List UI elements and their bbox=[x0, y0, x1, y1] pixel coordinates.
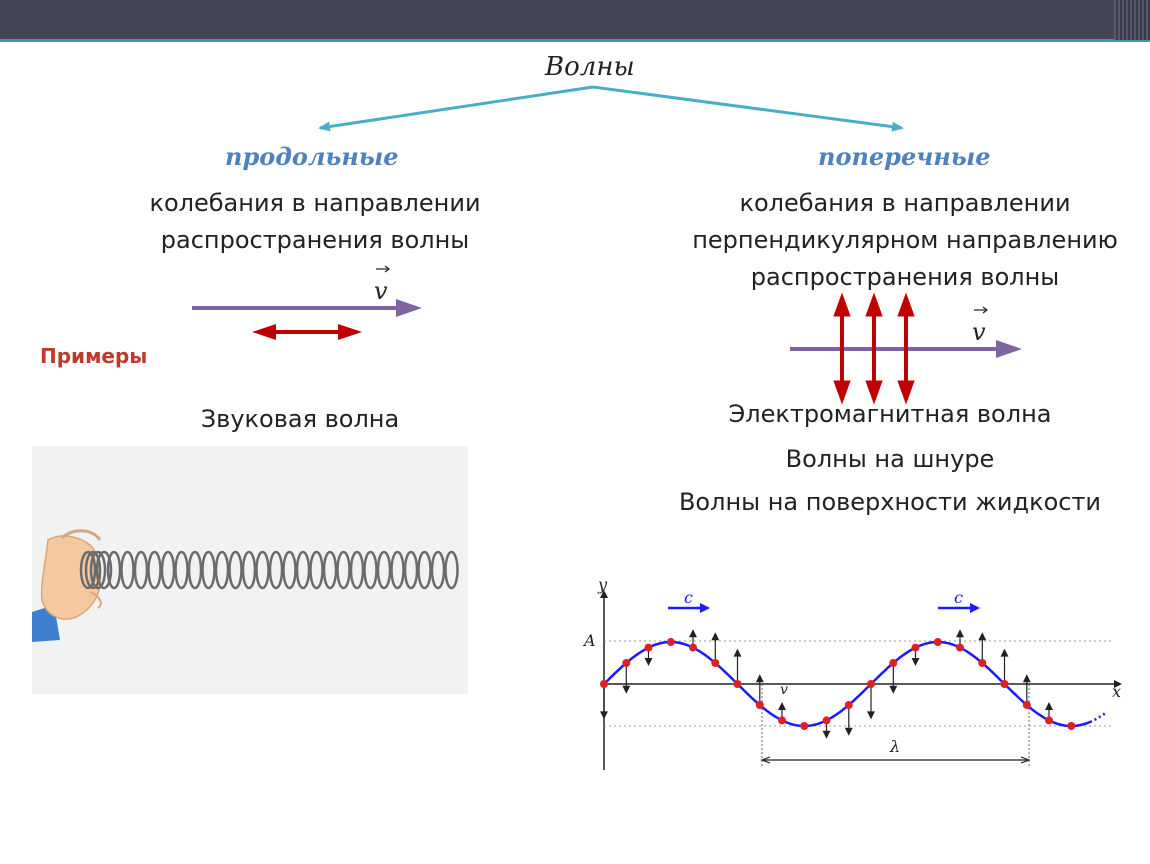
particle-point bbox=[1001, 680, 1009, 688]
particle-velocity-arrowhead bbox=[824, 731, 830, 737]
particle-point bbox=[1023, 701, 1031, 709]
particle-velocity-arrowhead bbox=[957, 631, 963, 637]
particle-point bbox=[622, 659, 630, 667]
particle-point bbox=[600, 680, 608, 688]
particle-velocity-arrowhead bbox=[712, 634, 718, 640]
particle-point bbox=[1067, 722, 1075, 730]
particle-velocity-arrowhead bbox=[623, 686, 629, 692]
particle-point bbox=[711, 659, 719, 667]
particle-velocity-arrowhead bbox=[979, 634, 985, 640]
example-rope-wave: Волны на шнуре bbox=[785, 445, 995, 473]
transverse-velocity-label: v bbox=[972, 318, 986, 346]
particle-point bbox=[778, 716, 786, 724]
particle-velocity-arrowhead bbox=[1046, 703, 1052, 709]
wavelength-label: λ bbox=[890, 737, 901, 756]
y-axis-label: y bbox=[598, 575, 608, 594]
particle-point bbox=[934, 638, 942, 646]
diagram-title: Волны bbox=[545, 52, 635, 82]
particle-velocity-arrowhead bbox=[890, 686, 896, 692]
speed-label-2: c bbox=[954, 588, 963, 607]
longitudinal-title: продольные bbox=[225, 142, 399, 171]
particle-velocity-arrowhead bbox=[1002, 650, 1008, 656]
amplitude-label: A bbox=[584, 631, 596, 650]
transverse-title: поперечные bbox=[818, 142, 991, 171]
particle-point bbox=[978, 659, 986, 667]
transverse-desc-line-1: колебания в направлении bbox=[739, 189, 1071, 217]
particle-velocity-arrowhead bbox=[846, 728, 852, 734]
particle-point bbox=[845, 701, 853, 709]
particle-point bbox=[756, 701, 764, 709]
example-sound-wave: Звуковая волна bbox=[200, 405, 400, 433]
particle-point bbox=[867, 680, 875, 688]
particle-point bbox=[889, 659, 897, 667]
longitudinal-desc-line-2: распространения волны bbox=[160, 226, 470, 254]
transverse-desc-line-3: распространения волны bbox=[750, 263, 1060, 291]
examples-heading: Примеры bbox=[40, 344, 148, 368]
wave-curve-continuation bbox=[1090, 713, 1106, 722]
particle-velocity-arrowhead bbox=[601, 712, 607, 718]
point-velocity-label: v bbox=[780, 682, 788, 698]
particle-velocity-arrowhead bbox=[735, 650, 741, 656]
transverse-desc-line-2: перпендикулярном направлению bbox=[692, 226, 1118, 254]
particle-velocity-arrowhead bbox=[757, 676, 763, 682]
speed-label-1: c bbox=[684, 588, 693, 607]
particle-velocity-arrowhead bbox=[868, 712, 874, 718]
particle-point bbox=[1045, 716, 1053, 724]
longitudinal-velocity-label: v bbox=[374, 277, 388, 305]
particle-velocity-arrowhead bbox=[690, 631, 696, 637]
particle-point bbox=[800, 722, 808, 730]
particle-point bbox=[667, 638, 675, 646]
longitudinal-desc-line-1: колебания в направлении bbox=[149, 189, 481, 217]
particle-velocity-arrowhead bbox=[1024, 676, 1030, 682]
particle-point bbox=[823, 716, 831, 724]
particle-point bbox=[689, 644, 697, 652]
particle-point bbox=[734, 680, 742, 688]
particle-point bbox=[645, 644, 653, 652]
example-em-wave: Электромагнитная волна bbox=[728, 400, 1052, 428]
particle-point bbox=[912, 644, 920, 652]
particle-velocity-arrowhead bbox=[779, 703, 785, 709]
example-liquid-surface-wave: Волны на поверхности жидкости bbox=[678, 488, 1102, 516]
particle-velocity-arrowhead bbox=[913, 659, 919, 665]
x-axis-label: x bbox=[1112, 682, 1122, 701]
particle-point bbox=[956, 644, 964, 652]
particle-velocity-arrowhead bbox=[646, 659, 652, 665]
